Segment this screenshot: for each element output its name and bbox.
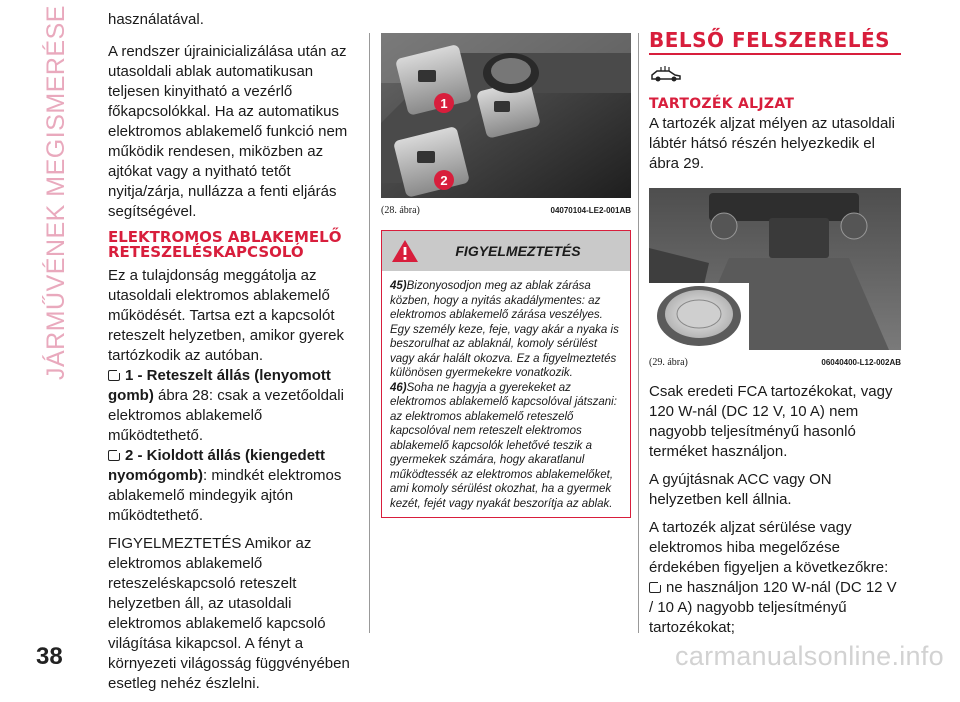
list-item: [108, 366, 356, 446]
paragraph: A rendszer újrainicializálása után az utasoldali ablak automatikusan teljesen kinyitható a vezérlő főkapcsolókkal. Ha az automatikus elektromos ablakemelő funkció nem működik rendesen, miközben az ajtókat vagy a nyitható tetőt nyitja/zárja, nullázza a fenti eljárás segítségével.: [108, 43, 348, 220]
page-number: 38: [36, 643, 63, 670]
warning-text: Soha ne hagyja a gyerekeket az elektromos ablakemelő kapcsolóval játszani: az elektromos ablakemelő reteszelő kapcsolóval nem reteszelt elektromos ablakemelő kapcsolók lehetővé teszik a gyermekek számára, hogy akaratlanul működtessék az elektromos ablakemelőket, ami komoly sérülést okozhat, ha a gyermek kezét, fejét vagy nyakát beszorítja az ablak.: [390, 381, 617, 510]
paragraph: Ez a tulajdonság meggátolja az utasoldali elektromos ablakemelő működését. Tartsa ezt a kapcsolót reteszelt helyzetben, amikor gyerek tartózkodik az autóban.: [108, 267, 344, 364]
callout-2: 2: [440, 173, 448, 188]
item-text: ábra 28: csak a vezetőoldali elektromos ablakemelő működtethető.: [108, 387, 344, 444]
column-divider-left: [369, 33, 370, 633]
chapter-heading: BELSŐ FELSZERELÉS: [649, 28, 891, 52]
warning-header: [382, 231, 630, 271]
column-3: [649, 10, 901, 646]
figure-29: [649, 188, 901, 368]
accessory-socket-photo: [649, 188, 901, 350]
figure-caption: [649, 357, 901, 368]
window-switch-photo: [381, 33, 631, 198]
figure-code: 06040400-L12-002AB: [821, 358, 901, 367]
bullet-icon: [108, 450, 120, 461]
figure-code: 04070104-LE2-001AB: [550, 206, 631, 215]
subsection-heading: TARTOZÉK ALJZAT: [649, 96, 795, 112]
list-item: [649, 578, 901, 638]
section-heading: ELEKTROMOS ABLAKEMELŐ RETESZELÉSKAPCSOLÓ: [108, 228, 342, 261]
warning-number: 45): [390, 280, 407, 292]
warning-triangle-icon: [390, 238, 420, 264]
callout-1: 1: [440, 96, 448, 111]
side-chapter-title: JÁRMŰVÉNEK MEGISMERÉSE: [42, 5, 70, 380]
watermark: carmanualsonline.info: [675, 641, 944, 671]
warning-title: FIGYELMEZTETÉS: [455, 243, 581, 259]
car-icon: [649, 65, 683, 83]
warning-box: [381, 230, 631, 518]
figure-28: [381, 33, 631, 216]
item-text: ne használjon 120 W-nál (DC 12 V / 10 A) nagyobb teljesítményű tartozékokat;: [649, 579, 897, 636]
column-divider-right: [638, 33, 639, 633]
item-label: 2 - Kioldott állás (kiengedett nyomógomb): [108, 447, 326, 484]
figure-label: (29. ábra): [649, 357, 688, 368]
warning-text: Bizonyosodjon meg az ablak zárása közben, hogy a nyitás akadálymentes: az elektromos ablakemelő zárása veszélyes. Egy személy keze, feje, vagy akár a nyaka is beszorulhat az ablaknál, komoly sérülést vagy akár halált okozva. Ez a figyelmeztetés különösen gyermekekre vonatkozik.: [390, 280, 619, 379]
heading-rule: [649, 53, 901, 55]
column-1: [108, 10, 356, 702]
paragraph: A tartozék aljzat sérülése vagy elektromos hiba megelőzése érdekében figyeljen a következőkre:: [649, 519, 889, 576]
figure-label: (28. ábra): [381, 205, 420, 216]
warning-item-45: [390, 279, 622, 381]
figure-caption: [381, 205, 631, 216]
paragraph: A tartozék aljzat mélyen az utasoldali lábtér hátsó részén helyezkedik el ábra 29.: [649, 115, 895, 172]
list-item: [108, 446, 356, 526]
paragraph: FIGYELMEZTETÉS Amikor az elektromos ablakemelő reteszeléskapcsoló reteszelt helyzetben áll, az utasoldali elektromos ablakemelő kapcsoló világítása kikapcsol. A fényt a környezeti világosság függvényében esetleg nehéz észlelni.: [108, 535, 350, 692]
paragraph: Csak eredeti FCA tartozékokat, vagy 120 W-nál (DC 12 V, 10 A) nem nagyobb teljesítményű hasonló terméket használjon.: [649, 383, 893, 460]
item-text: : mindkét elektromos ablakemelő mindegyik ajtón működtethető.: [108, 467, 342, 524]
paragraph: A gyújtásnak ACC vagy ON helyzetben kell állnia.: [649, 471, 832, 508]
paragraph: használatával.: [108, 11, 204, 28]
warning-item-46: [390, 381, 622, 512]
bullet-icon: [649, 582, 661, 593]
item-label: 1 - Reteszelt állás (lenyomott gomb): [108, 367, 331, 404]
bullet-icon: [108, 370, 120, 381]
warning-body: [382, 271, 630, 517]
warning-number: 46): [390, 381, 407, 394]
column-2: [381, 33, 631, 518]
